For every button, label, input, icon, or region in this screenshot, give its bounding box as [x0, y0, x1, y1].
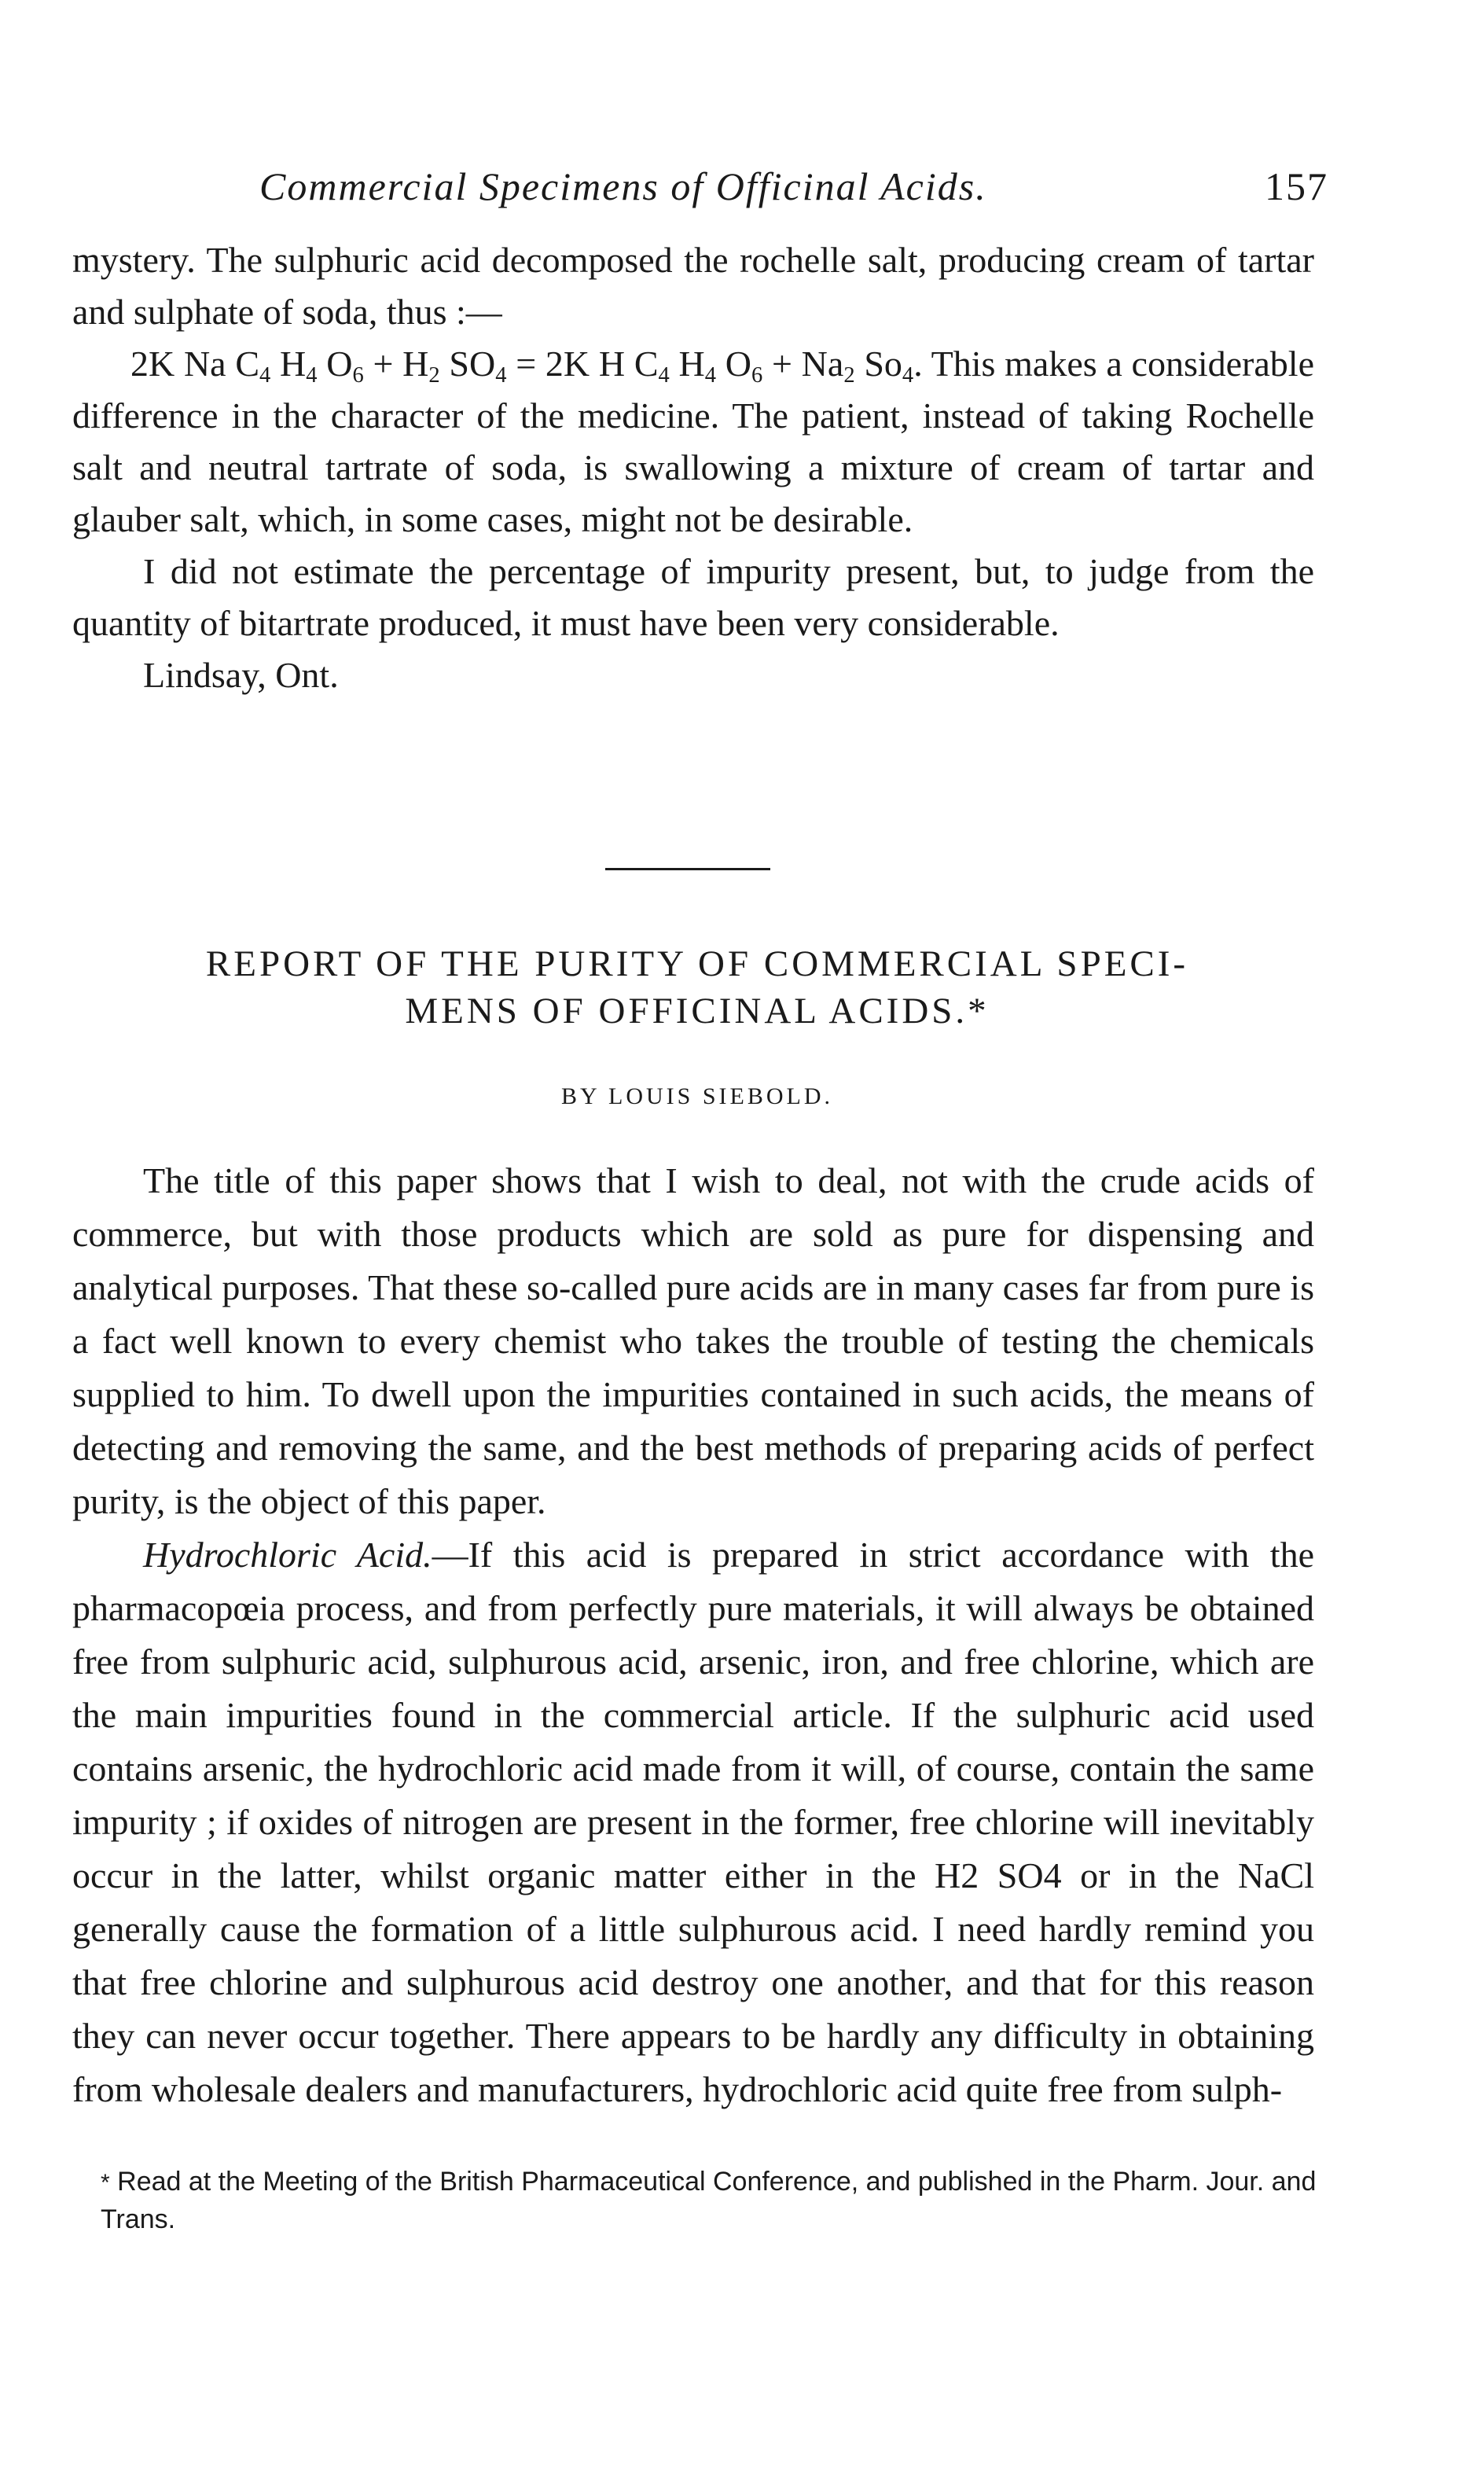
- footnote-text: Read at the Meeting of the British Pharmaceutical Conference, and published in the Pharm. Jour. and Trans.: [101, 2167, 1317, 2234]
- byline: BY LOUIS SIEBOLD.: [560, 1083, 834, 1109]
- article-body: [72, 1154, 1314, 2116]
- article-title-line-2: MENS OF OFFICINAL ACIDS.*: [405, 991, 990, 1031]
- paragraph: mystery. The sulphuric acid decomposed the rochelle salt, producing cream of tartar and sulphate of soda, thus :—: [72, 240, 1314, 332]
- article-title-line-1: REPORT OF THE PURITY OF COMMERCIAL SPECI-: [205, 943, 1189, 984]
- equation-followup: This makes a considerable difference in the character of the medicine. The patient, instead of taking Rochelle salt and neutral tartrate of soda, is swallowing a mixture of cream of tartar and glauber salt, which, in some cases, might not be desirable.: [72, 344, 1314, 539]
- paragraph: [72, 1528, 1314, 2116]
- paragraph: The title of this paper shows that I wish to deal, not with the crude acids of commerce, but with those products which are sold as pure for dispensing and analytical purposes. That these so-called pure acids are in many cases far from pure is a fact well known to every chemist who takes the trouble of testing the chemicals supplied to him. To dwell upon the impurities contained in such acids, the means of detecting and removing the same, and the best methods of preparing acids of perfect purity, is the object of this paper.: [72, 1160, 1314, 1521]
- equation-rhs: 2K H $C_4$ $H_4$ $O_6 + Na_2$ $So_4$.: [545, 344, 923, 388]
- section-divider: [605, 868, 770, 870]
- paragraph: I did not estimate the percentage of impurity present, but, to judge from the quantity of bitartrate produced, it must have been very considerable.: [72, 551, 1314, 643]
- footnote: [101, 2164, 1343, 2237]
- running-title: Commercial Specimens of Officinal Acids.: [259, 164, 987, 208]
- chemical-equation: [72, 338, 1314, 546]
- article-title: [72, 940, 1322, 1035]
- section-heading: Hydrochloric Acid.: [143, 1535, 432, 1575]
- footnote-mark: *: [101, 2170, 110, 2196]
- previous-article-text: [72, 234, 1314, 701]
- running-head: [259, 164, 1328, 219]
- equation-sign: =: [516, 344, 537, 384]
- paragraph-text: —If this acid is prepared in strict accordance with the pharmacopœia process, and from perfectly pure materials, it will always be obtained free from sulphuric acid, sulphurous acid, arsenic, iron, and free chlorine, which are the main impurities found in the commercial article. If the sulphuric acid used contains arsenic, the hydrochloric acid made from it will, of course, contain the same impurity ; if oxides of nitrogen are present in the former, free chlorine will inevitably occur in the latter, whilst organic matter either in the H2 SO4 or in the NaCl generally cause the formation of a little sulphurous acid. I need hardly remind you that free chlorine and sulphurous acid destroy one another, and that for this reason they can never occur together. There appears to be hardly any difficulty in obtaining from wholesale dealers and manufacturers, hydrochloric acid quite free from sulph-: [72, 1535, 1315, 2109]
- page-number: 157: [1265, 164, 1328, 208]
- signature: Lindsay, Ont.: [143, 655, 339, 695]
- equation-lhs: 2K Na $C_4$ $H_4$ $O_6 + H_2$ $SO_4$: [130, 344, 507, 388]
